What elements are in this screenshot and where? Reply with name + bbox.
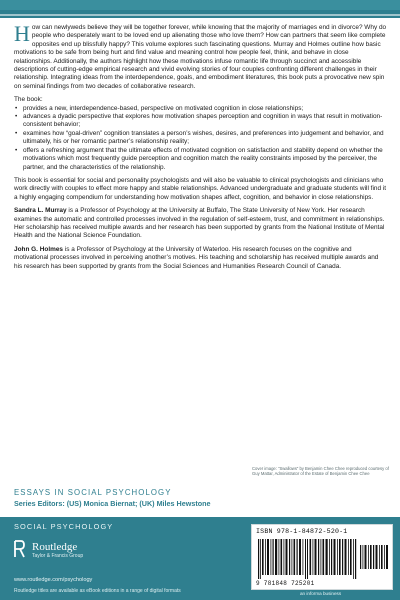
publisher-website: www.routledge.com/psychology [14, 577, 93, 583]
routledge-logo-icon [12, 539, 26, 559]
bullet-item: • examines how “goal-driven” cognition translates a person’s wishes, desires, and preferences into judgement and behavior, and ultimately, his or her romantic partner’s relationship reality; [14, 130, 387, 147]
bullet-item: • offers a refreshing argument that the ultimate effects of motivated cognition on satisfaction and stability depend on whether the motivations which most frequently guide perception and cognition match the reality constraints imposed by the perceiver, the partner, and the characteristics of the relationship. [14, 147, 387, 172]
publisher-group: Taylor & Francis Group [32, 553, 84, 559]
intro-text: ow can newlyweds believe they will be together forever, while knowing that the majority of marriages end in divorce? Why do people who desperately want to be loved end up alienating those who love them? How can partners that seem like complete opposites end up blissfully happy? This volume explores such fascinating questions. Murray and Holmes outline how basic motivations to be safe from being hurt and find value and meaning control how people feel, think, and behave in close relationships. Additionally, the authors highlight how these motivations infuse romantic life through succinct and accessible descriptions of cutting-edge empirical research and vivid evolving stories of four couples confronting different challenges in their relationship. Integrating ideas from the interdependence, goals, and embodiment literatures, this book puts a provocative new spin on seminal findings from two decades of collaborative research. [14, 24, 387, 90]
author-bio-text: is a Professor of Psychology at the University at Buffalo, The State University of New York. Her research examines the automatic and controlled processes involved in the regulation of self-esteem, trust, and commitment in relationships. Her scholarship has received multiple awards and her research has been supported by grants from the National Institute of Mental Health and the National Science Foundation. [14, 207, 385, 240]
author-bio-holmes [14, 246, 387, 271]
subject-label: SOCIAL PSYCHOLOGY [14, 522, 114, 531]
book-lead: The book: [14, 96, 43, 104]
barcode-digits: 9 781848 725201 [256, 580, 315, 587]
series-editors: Series Editors: (US) Monica Biernat; (UK) Miles Hewstone [14, 499, 211, 508]
barcode-icon [258, 539, 358, 579]
isbn-text: ISBN 978-1-84872-520-1 [256, 528, 348, 535]
price-code: 90000 [364, 537, 383, 544]
author-name: John G. Holmes [14, 245, 64, 253]
audience-paragraph: This book is essential for social and personality psychologists and will also be valuable to clinical psychologists and clinicians who work directly with couples to effect more happy and stable relationships. Advanced undergraduate and graduate students will find it a highly engaging compendium for understanding how motivation shapes affect, cognition, and behavior in close relationships. [14, 176, 387, 201]
isbn-barcode [251, 524, 393, 590]
series-title: ESSAYS IN SOCIAL PSYCHOLOGY [14, 488, 172, 497]
drop-cap: H [14, 21, 30, 46]
bullet-item: • provides a new, interdependence-based, perspective on motivated cognition in close relationships; [14, 105, 387, 113]
price-barcode-icon [360, 545, 390, 569]
top-accent-bar [0, 0, 400, 18]
series-block [6, 487, 394, 517]
ebook-note: Routledge titles are available as eBook editions in a range of digital formats [14, 588, 181, 594]
book-bullets [14, 105, 387, 172]
publisher-logo [12, 539, 212, 565]
cover-image-credit: Cover image: “Swallows” by Benjamin Chee Chee reproduced courtesy of Guy Mattar, Administrator of the Estate of Benjamin Chee Chee [252, 466, 389, 477]
author-name: Sandra L. Murray [14, 207, 67, 215]
author-bio-text: is a Professor of Psychology at the University of Waterloo. His research focuses on the cognitive and motivational processes involved in perceiving another’s motives. His teaching and scholarship has received multiple awards and his research has been supported by grants from the Social Sciences and Humanities Research Council of Canada. [14, 245, 379, 270]
informa-tagline: an informa business [300, 591, 342, 596]
publisher-name: Routledge [32, 541, 78, 553]
back-cover-text [6, 18, 394, 276]
author-bio-murray [14, 207, 387, 241]
top-accent-strip [0, 0, 400, 10]
top-accent-line [0, 14, 400, 16]
intro-paragraph [14, 21, 387, 91]
bullet-item: • advances a dyadic perspective that explores how motivation shapes perception and cognition in ways that result in motivation-consistent behavior; [14, 113, 387, 130]
